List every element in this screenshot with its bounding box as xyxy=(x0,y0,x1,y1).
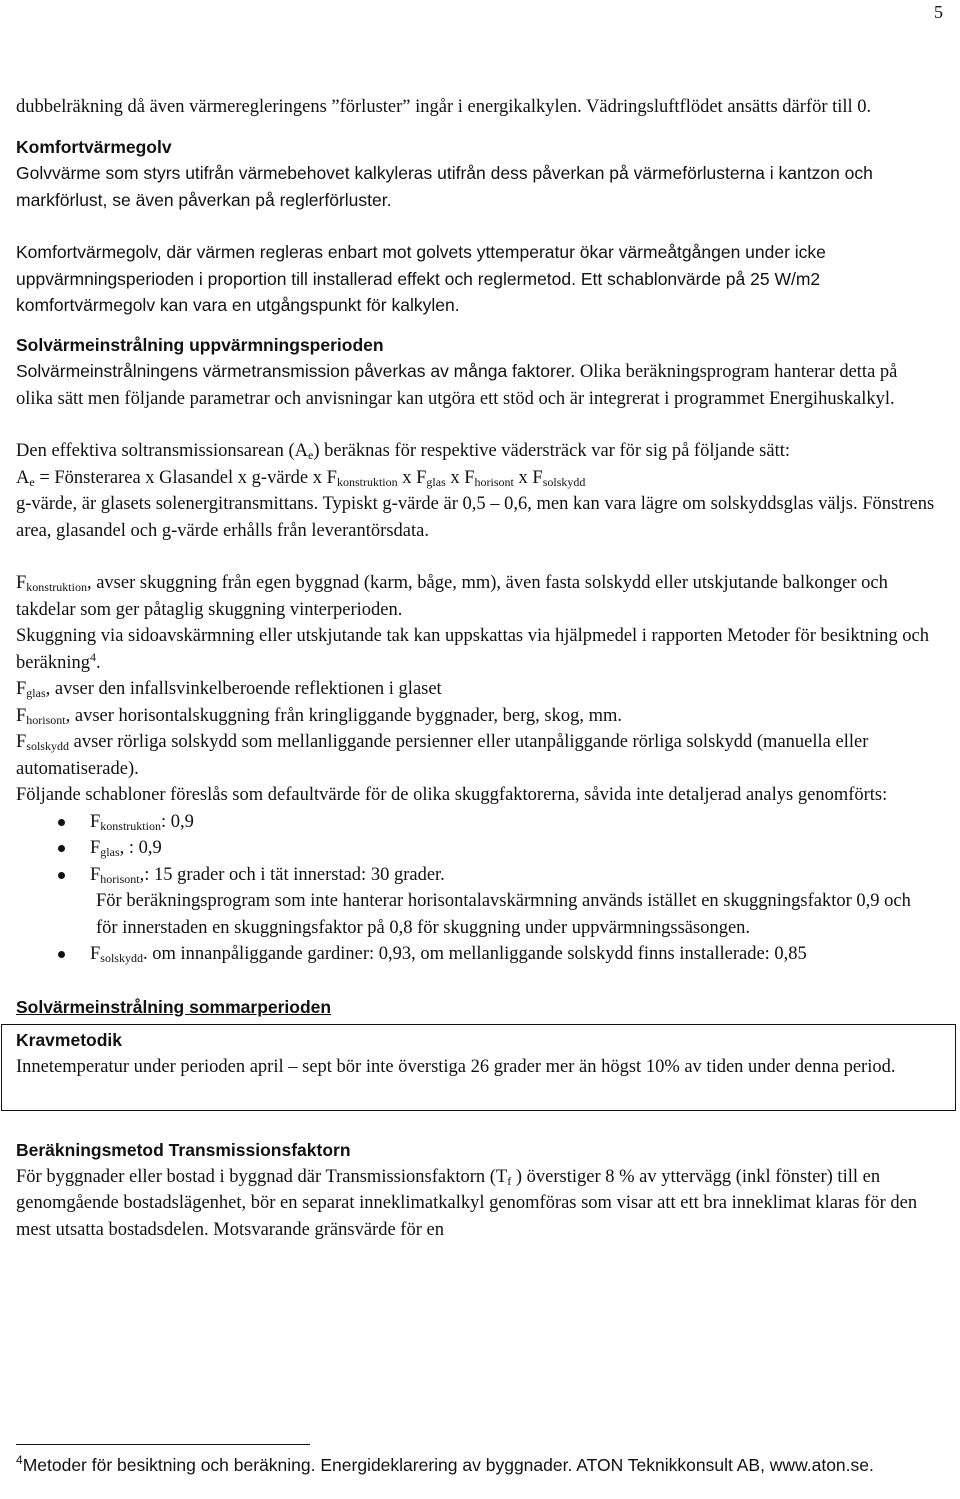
formula-t1: = Fönsterarea x Glasandel x g-värde x F xyxy=(34,467,337,488)
bullet-icon xyxy=(58,819,65,826)
formula-t4: x F xyxy=(513,467,543,488)
transm-sub: f xyxy=(507,1173,512,1188)
bullet-text: . om innanpåliggande gardiner: 0,93, om mellanliggande solskydd finns installerade: 0,85 xyxy=(142,944,807,964)
fhor-text: , avser horisontalskuggning från kringliggande byggnader, berg, skog, mm. xyxy=(65,705,623,726)
footnote-number: 4 xyxy=(16,1453,23,1467)
fglas-sub: glas xyxy=(26,686,46,700)
area-intro-b: ) beräknas för respektive vädersträck var för sig på följande sätt: xyxy=(313,441,791,461)
list-item xyxy=(16,862,936,889)
area-intro-a: Den effektiva soltransmissionsarean (A xyxy=(16,441,308,461)
formula-s2: glas xyxy=(426,474,446,489)
paragraph-schabloner: Följande schabloner föreslås som defaultvärde för de olika skuggfaktorerna, såvida inte detaljerad analys genomförts: xyxy=(16,785,888,805)
bullet-list xyxy=(16,809,936,889)
bullet-sub: glas xyxy=(100,845,120,859)
bullet-list-2 xyxy=(16,941,936,968)
transm-text-a: För byggnader eller bostad i byggnad där Transmissionsfaktorn (T xyxy=(16,1166,508,1187)
formula-a-sub: e xyxy=(29,474,35,489)
bullet-sub: konstruktion xyxy=(100,818,161,833)
fsol-sym: F xyxy=(16,732,27,752)
bullet-icon xyxy=(58,872,65,879)
fhor-sym: F xyxy=(16,705,27,726)
formula-s4: solskydd xyxy=(542,474,586,489)
paragraph-komfort-2: Komfortvärmegolv, där värmen regleras enbart mot golvets yttemperatur ökar värmeåtgången under icke uppvärmningsperioden i proportion till installerad effekt och reglermetod. Ett schablonvärde på 25 W/m2 komfortvärmegolv kan vara en utgångspunkt för kalkylen. xyxy=(16,242,826,315)
footnote-ref: 4 xyxy=(89,649,96,664)
heading-komfortvarmegolv: Komfortvärmegolv xyxy=(16,136,172,157)
page-number: 5 xyxy=(934,2,943,22)
formula-s1: konstruktion xyxy=(336,474,398,489)
document-body xyxy=(16,94,936,1243)
kravmetodik-box xyxy=(1,1024,956,1111)
paragraph-fkonstruktion xyxy=(16,570,936,623)
list-item xyxy=(16,941,936,968)
list-item xyxy=(16,809,936,836)
formula-t3: x F xyxy=(445,467,475,488)
fglas-text: , avser den infallsvinkelberoende reflektionen i glaset xyxy=(45,679,442,699)
heading-transmissionsfaktorn: Beräkningsmetod Transmissionsfaktorn xyxy=(16,1140,351,1160)
formula-t2: x F xyxy=(397,467,427,488)
bullet-sub: horisont xyxy=(100,871,140,886)
solvarme-text-b: Olika beräkningsprogram hanterar detta på olika sätt men följande parametrar och anvisningar kan utgöra ett stöd och är integrerat i programmet Energihuskalkyl. xyxy=(16,362,898,409)
fsol-sub: solskydd xyxy=(26,739,69,753)
footnote-text: Metoder för besiktning och beräkning. Energideklarering av byggnader. ATON Teknikkonsult AB, www.aton.se. xyxy=(22,1455,874,1475)
bullet-icon xyxy=(58,845,65,852)
paragraph-gvarde: g-värde, är glasets solenergitransmittans. Typiskt g-värde är 0,5 – 0,6, men kan vara lägre om solskyddsglas väljs. Fönstrens area, glasandel och g-värde erhålls från leverantörsdata. xyxy=(16,494,935,541)
paragraph-komfort-1: Golvvärme som styrs utifrån värmebehovet kalkyleras utifrån dess påverkan på värmeförlusterna i kantzon och markförlust, se även påverkan på reglerförluster. xyxy=(16,163,873,210)
heading-solvarme-uppvarmning: Solvärmeinstrålning uppvärmningsperioden xyxy=(16,334,384,355)
paragraph-kravmetodik: Innetemperatur under perioden april – sept bör inte överstiga 26 grader mer än högst 10% av tiden under denna period. xyxy=(16,1056,896,1077)
list-item xyxy=(16,835,936,862)
solvarme-text-a: Solvärmeinstrålningens värmetransmission påverkas av många faktorer. xyxy=(16,361,576,381)
formula xyxy=(16,465,936,492)
skuggning-text: Skuggning via sidoavskärmning eller utskjutande tak kan uppskattas via hjälpmedel i rapporten Metoder för besiktning och beräkning xyxy=(16,626,929,673)
footnote-divider xyxy=(16,1444,310,1445)
heading-kravmetodik: Kravmetodik xyxy=(16,1030,123,1050)
paragraph-fhorisont xyxy=(16,703,936,730)
paragraph-intro: dubbelräkning då även värmeregleringens ”förluster” ingår i energikalkylen. Vädringsluftflödet ansätts därför till 0. xyxy=(16,97,872,117)
bullet-note: För beräkningsprogram som inte hanterar horisontalavskärmning används istället en skuggningsfaktor 0,9 och för innerstaden en skuggningsfaktor på 0,8 för skuggning under uppvärmningssäsongen. xyxy=(96,891,911,938)
footnote xyxy=(16,1452,941,1478)
paragraph-area-intro xyxy=(16,438,936,465)
paragraph-fsolskydd xyxy=(16,729,936,782)
fkonstr-text: , avser skuggning från egen byggnad (karm, båge, mm), även fasta solskydd eller utskjutande balkonger och takdelar som ger påtaglig skuggning vinterperioden. xyxy=(16,573,888,620)
paragraph-skuggning xyxy=(16,623,936,676)
fhor-sub: horisont xyxy=(26,712,66,727)
paragraph-fglas xyxy=(16,676,936,703)
fkonstr-sub: konstruktion xyxy=(26,580,87,594)
bullet-icon xyxy=(58,951,65,958)
bullet-sub: solskydd xyxy=(100,951,143,965)
bullet-sym: F xyxy=(90,944,101,964)
skuggning-end: . xyxy=(95,652,101,673)
area-intro-sub: e xyxy=(307,448,314,462)
bullet-sym: F xyxy=(90,811,101,832)
heading-solvarme-sommar: Solvärmeinstrålning sommarperioden xyxy=(16,996,332,1017)
fkonstr-sym: F xyxy=(16,573,27,593)
paragraph-solvarme-uppvarmning xyxy=(16,358,936,412)
formula-s3: horisont xyxy=(474,474,514,489)
paragraph-transmissionsfaktorn xyxy=(16,1164,936,1244)
formula-a: A xyxy=(16,467,30,488)
bullet-text: : 0,9 xyxy=(160,811,194,832)
bullet-sym: F xyxy=(90,838,101,858)
fsol-text: avser rörliga solskydd som mellanliggande persienner eller utanpåliggande rörliga solskydd (manuella eller automatiserade). xyxy=(16,732,869,779)
transm-text-b: ) överstiger 8 % av yttervägg (inkl fönster) till en genomgående bostadslägenhet, bör en separat inneklimatkalkyl genomföras som visar att ett bra inneklimat klaras för den mest utsatta bostadsdelen. Motsvarande gränsvärde för en xyxy=(16,1166,918,1240)
bullet-sym: F xyxy=(90,864,101,885)
fglas-sym: F xyxy=(16,679,27,699)
bullet-text: ,: 15 grader och i tät innerstad: 30 grader. xyxy=(139,864,445,885)
bullet-text: , : 0,9 xyxy=(119,838,162,858)
